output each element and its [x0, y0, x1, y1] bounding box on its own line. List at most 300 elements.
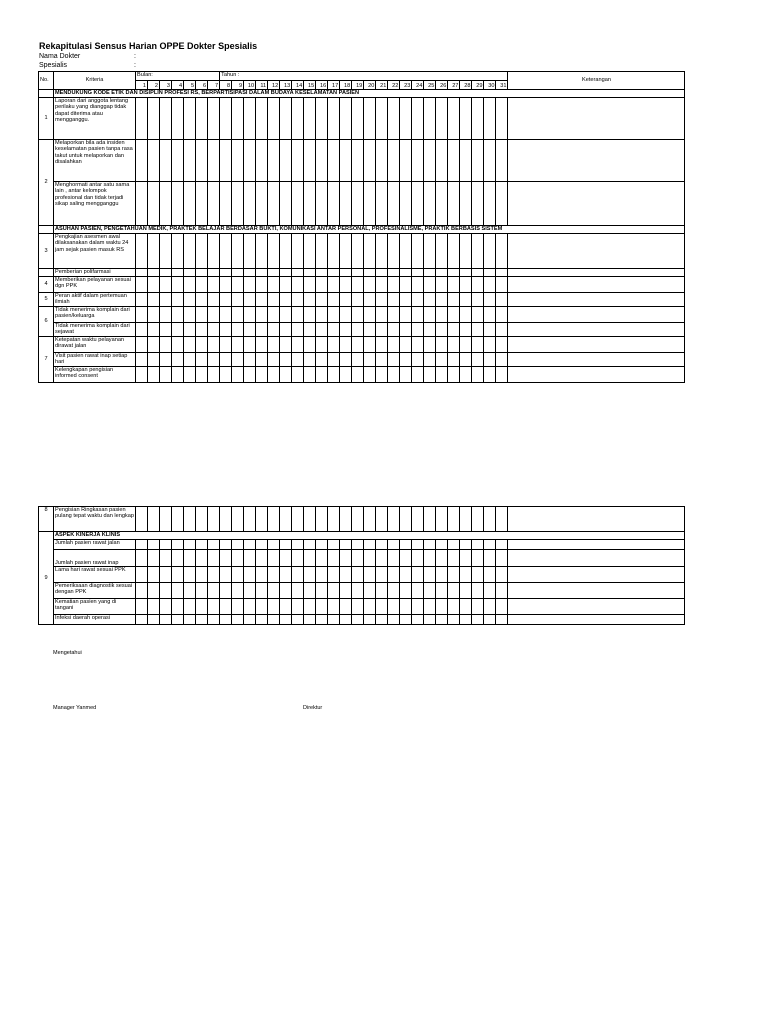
day-cell[interactable]	[184, 353, 196, 367]
day-cell[interactable]	[460, 293, 472, 307]
day-cell[interactable]	[400, 367, 412, 383]
day-cell[interactable]	[208, 583, 220, 599]
day-cell[interactable]	[280, 293, 292, 307]
day-cell[interactable]	[196, 540, 208, 550]
day-cell[interactable]	[148, 583, 160, 599]
day-cell[interactable]	[472, 567, 484, 583]
day-cell[interactable]	[160, 182, 172, 226]
day-cell[interactable]	[256, 323, 268, 337]
day-cell[interactable]	[448, 540, 460, 550]
day-cell[interactable]	[376, 307, 388, 323]
day-cell[interactable]	[280, 337, 292, 353]
day-cell[interactable]	[424, 507, 436, 532]
day-cell[interactable]	[268, 293, 280, 307]
day-cell[interactable]	[208, 307, 220, 323]
day-cell[interactable]	[280, 307, 292, 323]
remarks-cell[interactable]	[508, 140, 685, 182]
day-cell[interactable]	[172, 98, 184, 140]
day-cell[interactable]	[400, 323, 412, 337]
day-cell[interactable]	[328, 353, 340, 367]
day-cell[interactable]	[472, 234, 484, 269]
day-cell[interactable]	[232, 182, 244, 226]
day-cell[interactable]	[340, 367, 352, 383]
day-cell[interactable]	[400, 98, 412, 140]
day-cell[interactable]	[220, 353, 232, 367]
day-cell[interactable]	[376, 353, 388, 367]
day-cell[interactable]	[448, 550, 460, 567]
day-cell[interactable]	[304, 98, 316, 140]
day-cell[interactable]	[220, 550, 232, 567]
day-cell[interactable]	[424, 353, 436, 367]
day-cell[interactable]	[436, 367, 448, 383]
day-cell[interactable]	[448, 615, 460, 625]
day-cell[interactable]	[256, 367, 268, 383]
day-cell[interactable]	[376, 234, 388, 269]
day-cell[interactable]	[232, 583, 244, 599]
day-cell[interactable]	[400, 615, 412, 625]
day-cell[interactable]	[412, 269, 424, 277]
day-cell[interactable]	[352, 367, 364, 383]
day-cell[interactable]	[232, 599, 244, 615]
day-cell[interactable]	[196, 323, 208, 337]
day-cell[interactable]	[388, 269, 400, 277]
remarks-cell[interactable]	[508, 323, 685, 337]
day-cell[interactable]	[184, 140, 196, 182]
day-cell[interactable]	[328, 182, 340, 226]
day-cell[interactable]	[160, 583, 172, 599]
day-cell[interactable]	[280, 567, 292, 583]
day-cell[interactable]	[400, 567, 412, 583]
day-cell[interactable]	[328, 507, 340, 532]
day-cell[interactable]	[460, 182, 472, 226]
day-cell[interactable]	[328, 234, 340, 269]
day-cell[interactable]	[412, 615, 424, 625]
day-cell[interactable]	[268, 323, 280, 337]
day-cell[interactable]	[172, 353, 184, 367]
day-cell[interactable]	[220, 277, 232, 293]
day-cell[interactable]	[436, 540, 448, 550]
day-cell[interactable]	[136, 567, 148, 583]
day-cell[interactable]	[472, 182, 484, 226]
day-cell[interactable]	[340, 615, 352, 625]
day-cell[interactable]	[340, 293, 352, 307]
day-cell[interactable]	[136, 583, 148, 599]
day-cell[interactable]	[484, 599, 496, 615]
day-cell[interactable]	[136, 599, 148, 615]
day-cell[interactable]	[208, 234, 220, 269]
day-cell[interactable]	[184, 323, 196, 337]
day-cell[interactable]	[400, 182, 412, 226]
day-cell[interactable]	[424, 293, 436, 307]
day-cell[interactable]	[388, 234, 400, 269]
day-cell[interactable]	[280, 599, 292, 615]
day-cell[interactable]	[448, 307, 460, 323]
day-cell[interactable]	[136, 307, 148, 323]
day-cell[interactable]	[268, 182, 280, 226]
day-cell[interactable]	[244, 269, 256, 277]
day-cell[interactable]	[496, 615, 508, 625]
day-cell[interactable]	[484, 353, 496, 367]
day-cell[interactable]	[400, 599, 412, 615]
day-cell[interactable]	[148, 182, 160, 226]
day-cell[interactable]	[304, 269, 316, 277]
day-cell[interactable]	[340, 182, 352, 226]
day-cell[interactable]	[280, 550, 292, 567]
day-cell[interactable]	[280, 583, 292, 599]
day-cell[interactable]	[148, 353, 160, 367]
remarks-cell[interactable]	[508, 540, 685, 550]
day-cell[interactable]	[244, 277, 256, 293]
day-cell[interactable]	[232, 615, 244, 625]
day-cell[interactable]	[148, 550, 160, 567]
day-cell[interactable]	[472, 98, 484, 140]
day-cell[interactable]	[196, 140, 208, 182]
day-cell[interactable]	[280, 269, 292, 277]
day-cell[interactable]	[244, 98, 256, 140]
day-cell[interactable]	[424, 583, 436, 599]
day-cell[interactable]	[328, 140, 340, 182]
day-cell[interactable]	[232, 367, 244, 383]
remarks-cell[interactable]	[508, 337, 685, 353]
day-cell[interactable]	[424, 367, 436, 383]
day-cell[interactable]	[328, 293, 340, 307]
day-cell[interactable]	[244, 615, 256, 625]
day-cell[interactable]	[196, 599, 208, 615]
day-cell[interactable]	[256, 98, 268, 140]
day-cell[interactable]	[148, 540, 160, 550]
day-cell[interactable]	[352, 583, 364, 599]
day-cell[interactable]	[136, 323, 148, 337]
day-cell[interactable]	[352, 550, 364, 567]
day-cell[interactable]	[448, 98, 460, 140]
day-cell[interactable]	[364, 307, 376, 323]
day-cell[interactable]	[160, 277, 172, 293]
day-cell[interactable]	[460, 307, 472, 323]
day-cell[interactable]	[376, 367, 388, 383]
day-cell[interactable]	[436, 140, 448, 182]
day-cell[interactable]	[268, 615, 280, 625]
day-cell[interactable]	[376, 550, 388, 567]
day-cell[interactable]	[472, 599, 484, 615]
day-cell[interactable]	[484, 323, 496, 337]
day-cell[interactable]	[316, 367, 328, 383]
day-cell[interactable]	[460, 277, 472, 293]
day-cell[interactable]	[484, 567, 496, 583]
day-cell[interactable]	[484, 615, 496, 625]
day-cell[interactable]	[424, 234, 436, 269]
day-cell[interactable]	[184, 307, 196, 323]
day-cell[interactable]	[292, 269, 304, 277]
day-cell[interactable]	[268, 98, 280, 140]
day-cell[interactable]	[364, 277, 376, 293]
day-cell[interactable]	[328, 615, 340, 625]
day-cell[interactable]	[136, 540, 148, 550]
day-cell[interactable]	[424, 307, 436, 323]
day-cell[interactable]	[448, 323, 460, 337]
day-cell[interactable]	[316, 615, 328, 625]
day-cell[interactable]	[448, 182, 460, 226]
day-cell[interactable]	[304, 307, 316, 323]
day-cell[interactable]	[388, 307, 400, 323]
day-cell[interactable]	[460, 507, 472, 532]
day-cell[interactable]	[256, 540, 268, 550]
day-cell[interactable]	[484, 98, 496, 140]
day-cell[interactable]	[304, 323, 316, 337]
day-cell[interactable]	[304, 550, 316, 567]
day-cell[interactable]	[148, 599, 160, 615]
day-cell[interactable]	[268, 307, 280, 323]
day-cell[interactable]	[304, 599, 316, 615]
day-cell[interactable]	[304, 507, 316, 532]
day-cell[interactable]	[316, 323, 328, 337]
day-cell[interactable]	[280, 367, 292, 383]
day-cell[interactable]	[328, 269, 340, 277]
day-cell[interactable]	[376, 182, 388, 226]
day-cell[interactable]	[460, 140, 472, 182]
day-cell[interactable]	[244, 583, 256, 599]
day-cell[interactable]	[364, 615, 376, 625]
day-cell[interactable]	[388, 277, 400, 293]
day-cell[interactable]	[148, 277, 160, 293]
day-cell[interactable]	[340, 507, 352, 532]
day-cell[interactable]	[244, 599, 256, 615]
day-cell[interactable]	[148, 269, 160, 277]
day-cell[interactable]	[436, 507, 448, 532]
day-cell[interactable]	[208, 323, 220, 337]
day-cell[interactable]	[436, 277, 448, 293]
day-cell[interactable]	[148, 337, 160, 353]
day-cell[interactable]	[280, 140, 292, 182]
day-cell[interactable]	[364, 323, 376, 337]
remarks-cell[interactable]	[508, 615, 685, 625]
remarks-cell[interactable]	[508, 269, 685, 277]
day-cell[interactable]	[364, 550, 376, 567]
day-cell[interactable]	[472, 615, 484, 625]
day-cell[interactable]	[412, 507, 424, 532]
day-cell[interactable]	[496, 269, 508, 277]
day-cell[interactable]	[388, 507, 400, 532]
day-cell[interactable]	[136, 337, 148, 353]
day-cell[interactable]	[340, 140, 352, 182]
day-cell[interactable]	[352, 507, 364, 532]
day-cell[interactable]	[484, 550, 496, 567]
day-cell[interactable]	[412, 234, 424, 269]
day-cell[interactable]	[316, 507, 328, 532]
day-cell[interactable]	[208, 540, 220, 550]
day-cell[interactable]	[256, 140, 268, 182]
day-cell[interactable]	[448, 337, 460, 353]
day-cell[interactable]	[460, 337, 472, 353]
day-cell[interactable]	[460, 540, 472, 550]
day-cell[interactable]	[424, 323, 436, 337]
day-cell[interactable]	[184, 293, 196, 307]
day-cell[interactable]	[472, 307, 484, 323]
day-cell[interactable]	[352, 337, 364, 353]
day-cell[interactable]	[316, 277, 328, 293]
day-cell[interactable]	[196, 234, 208, 269]
day-cell[interactable]	[256, 234, 268, 269]
day-cell[interactable]	[184, 540, 196, 550]
day-cell[interactable]	[328, 367, 340, 383]
day-cell[interactable]	[460, 367, 472, 383]
day-cell[interactable]	[352, 615, 364, 625]
day-cell[interactable]	[304, 293, 316, 307]
day-cell[interactable]	[364, 140, 376, 182]
day-cell[interactable]	[280, 540, 292, 550]
day-cell[interactable]	[436, 323, 448, 337]
day-cell[interactable]	[172, 182, 184, 226]
day-cell[interactable]	[304, 353, 316, 367]
day-cell[interactable]	[292, 234, 304, 269]
day-cell[interactable]	[424, 277, 436, 293]
day-cell[interactable]	[436, 599, 448, 615]
day-cell[interactable]	[244, 234, 256, 269]
day-cell[interactable]	[292, 293, 304, 307]
day-cell[interactable]	[460, 599, 472, 615]
day-cell[interactable]	[352, 140, 364, 182]
day-cell[interactable]	[184, 277, 196, 293]
day-cell[interactable]	[316, 550, 328, 567]
day-cell[interactable]	[460, 269, 472, 277]
day-cell[interactable]	[256, 567, 268, 583]
day-cell[interactable]	[316, 583, 328, 599]
remarks-cell[interactable]	[508, 182, 685, 226]
day-cell[interactable]	[400, 540, 412, 550]
day-cell[interactable]	[268, 269, 280, 277]
day-cell[interactable]	[472, 323, 484, 337]
day-cell[interactable]	[292, 507, 304, 532]
day-cell[interactable]	[436, 337, 448, 353]
day-cell[interactable]	[148, 307, 160, 323]
day-cell[interactable]	[148, 323, 160, 337]
day-cell[interactable]	[364, 98, 376, 140]
day-cell[interactable]	[484, 293, 496, 307]
day-cell[interactable]	[220, 293, 232, 307]
day-cell[interactable]	[160, 540, 172, 550]
day-cell[interactable]	[184, 615, 196, 625]
day-cell[interactable]	[484, 140, 496, 182]
day-cell[interactable]	[424, 550, 436, 567]
day-cell[interactable]	[484, 307, 496, 323]
day-cell[interactable]	[400, 507, 412, 532]
day-cell[interactable]	[292, 367, 304, 383]
day-cell[interactable]	[280, 234, 292, 269]
day-cell[interactable]	[172, 337, 184, 353]
day-cell[interactable]	[436, 293, 448, 307]
day-cell[interactable]	[208, 182, 220, 226]
day-cell[interactable]	[328, 323, 340, 337]
day-cell[interactable]	[436, 615, 448, 625]
day-cell[interactable]	[412, 353, 424, 367]
day-cell[interactable]	[376, 507, 388, 532]
day-cell[interactable]	[280, 353, 292, 367]
day-cell[interactable]	[172, 615, 184, 625]
day-cell[interactable]	[220, 615, 232, 625]
day-cell[interactable]	[208, 567, 220, 583]
day-cell[interactable]	[268, 599, 280, 615]
day-cell[interactable]	[244, 567, 256, 583]
day-cell[interactable]	[136, 277, 148, 293]
day-cell[interactable]	[292, 567, 304, 583]
day-cell[interactable]	[196, 98, 208, 140]
day-cell[interactable]	[232, 550, 244, 567]
day-cell[interactable]	[352, 293, 364, 307]
day-cell[interactable]	[388, 140, 400, 182]
day-cell[interactable]	[412, 540, 424, 550]
day-cell[interactable]	[256, 599, 268, 615]
day-cell[interactable]	[400, 269, 412, 277]
day-cell[interactable]	[496, 507, 508, 532]
day-cell[interactable]	[316, 599, 328, 615]
day-cell[interactable]	[208, 353, 220, 367]
day-cell[interactable]	[244, 293, 256, 307]
day-cell[interactable]	[388, 615, 400, 625]
day-cell[interactable]	[244, 307, 256, 323]
day-cell[interactable]	[292, 599, 304, 615]
day-cell[interactable]	[424, 269, 436, 277]
day-cell[interactable]	[136, 293, 148, 307]
day-cell[interactable]	[436, 353, 448, 367]
day-cell[interactable]	[364, 567, 376, 583]
day-cell[interactable]	[256, 182, 268, 226]
day-cell[interactable]	[364, 367, 376, 383]
day-cell[interactable]	[256, 269, 268, 277]
day-cell[interactable]	[160, 353, 172, 367]
day-cell[interactable]	[316, 140, 328, 182]
day-cell[interactable]	[340, 307, 352, 323]
day-cell[interactable]	[280, 182, 292, 226]
day-cell[interactable]	[340, 234, 352, 269]
day-cell[interactable]	[220, 269, 232, 277]
day-cell[interactable]	[340, 277, 352, 293]
day-cell[interactable]	[388, 567, 400, 583]
day-cell[interactable]	[292, 550, 304, 567]
day-cell[interactable]	[208, 277, 220, 293]
day-cell[interactable]	[232, 337, 244, 353]
day-cell[interactable]	[304, 182, 316, 226]
day-cell[interactable]	[496, 550, 508, 567]
day-cell[interactable]	[316, 567, 328, 583]
day-cell[interactable]	[424, 98, 436, 140]
day-cell[interactable]	[268, 277, 280, 293]
day-cell[interactable]	[160, 615, 172, 625]
day-cell[interactable]	[328, 277, 340, 293]
day-cell[interactable]	[196, 550, 208, 567]
day-cell[interactable]	[328, 583, 340, 599]
day-cell[interactable]	[436, 550, 448, 567]
day-cell[interactable]	[172, 269, 184, 277]
day-cell[interactable]	[208, 293, 220, 307]
day-cell[interactable]	[496, 293, 508, 307]
day-cell[interactable]	[340, 337, 352, 353]
day-cell[interactable]	[196, 615, 208, 625]
day-cell[interactable]	[388, 182, 400, 226]
day-cell[interactable]	[364, 507, 376, 532]
day-cell[interactable]	[292, 615, 304, 625]
remarks-cell[interactable]	[508, 98, 685, 140]
day-cell[interactable]	[220, 307, 232, 323]
day-cell[interactable]	[460, 615, 472, 625]
day-cell[interactable]	[472, 293, 484, 307]
day-cell[interactable]	[304, 615, 316, 625]
day-cell[interactable]	[160, 567, 172, 583]
day-cell[interactable]	[496, 353, 508, 367]
day-cell[interactable]	[316, 234, 328, 269]
day-cell[interactable]	[292, 323, 304, 337]
day-cell[interactable]	[412, 323, 424, 337]
day-cell[interactable]	[340, 550, 352, 567]
day-cell[interactable]	[352, 234, 364, 269]
